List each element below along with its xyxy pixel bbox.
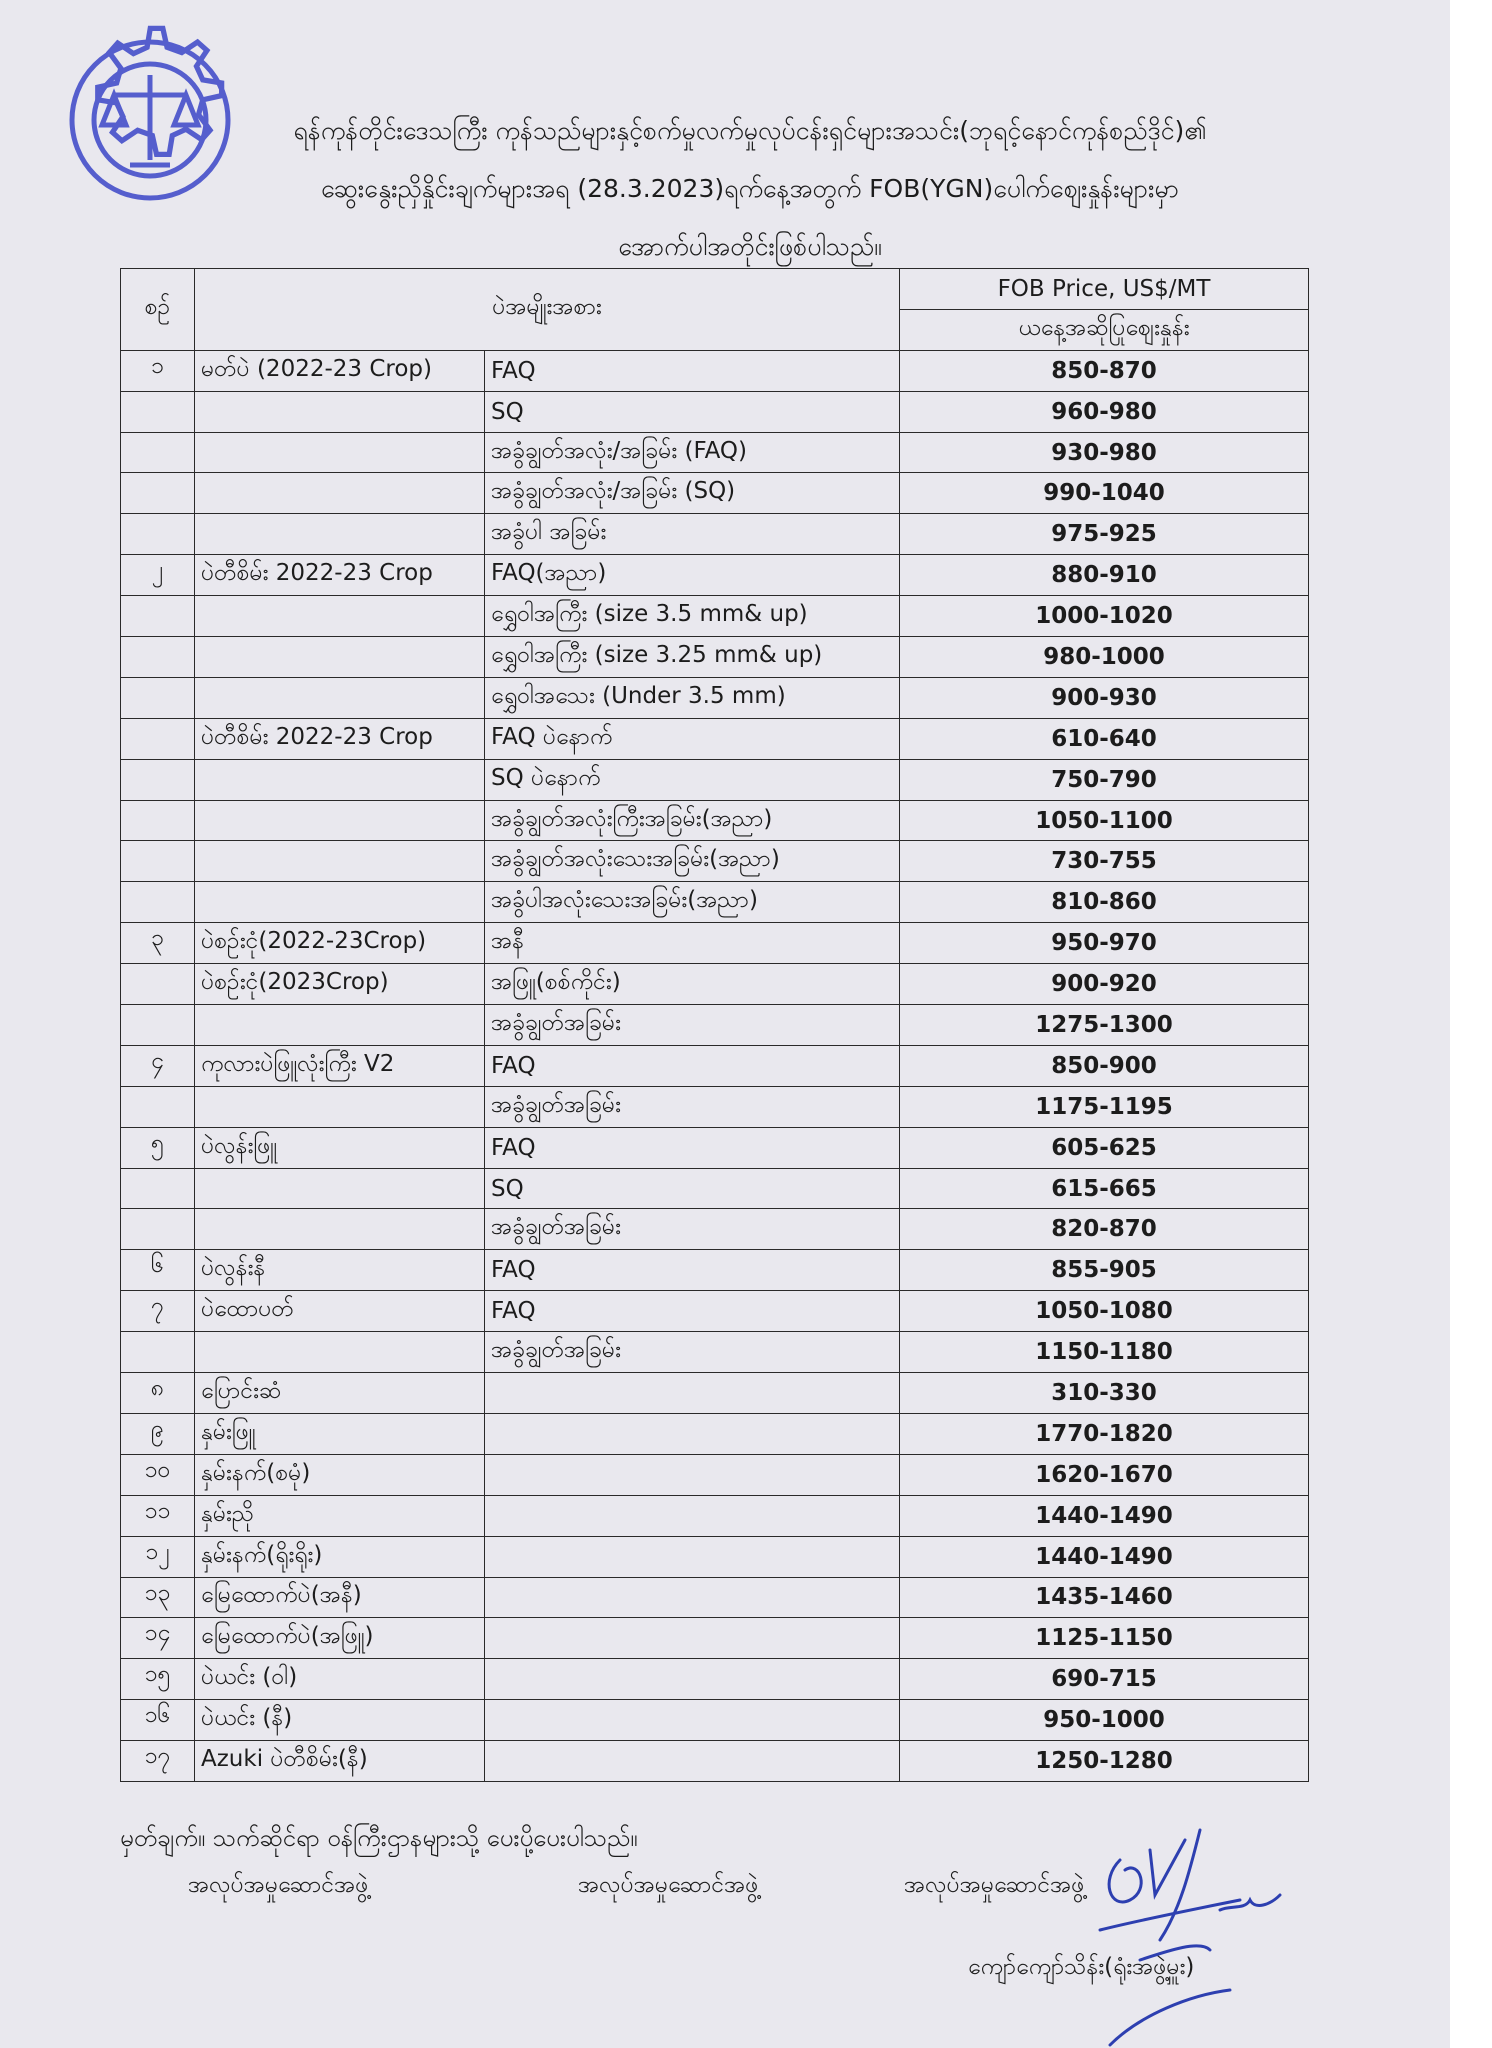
- row-price: 615-665: [900, 1168, 1309, 1209]
- table-row: [121, 1127, 1309, 1168]
- row-number: [121, 1168, 195, 1209]
- signer-label: အလုပ်အမှုဆောင်အဖွဲ့: [904, 1872, 1085, 1898]
- col-header-price-sub: ယနေ့အဆိုပြုဈေးနှုန်း: [900, 309, 1309, 350]
- row-grade: [485, 1373, 900, 1414]
- row-grade: [485, 1741, 900, 1782]
- table-row: [121, 800, 1309, 841]
- row-price: 730-755: [900, 841, 1309, 882]
- row-grade: အခွံချွတ်အလုံးကြီးအခြမ်း(အညာ): [485, 800, 900, 841]
- table-row: [121, 1536, 1309, 1577]
- row-price: 855-905: [900, 1250, 1309, 1291]
- row-item: [195, 841, 485, 882]
- row-item: မတ်ပဲ (2022-23 Crop): [195, 350, 485, 391]
- table-row: [121, 1413, 1309, 1454]
- row-number: ၁၄: [121, 1618, 195, 1659]
- table-row: [121, 1495, 1309, 1536]
- table-row: [121, 718, 1309, 759]
- signer-label: အလုပ်အမှုဆောင်အဖွဲ့: [188, 1872, 369, 1898]
- row-grade: အခွံပါ အခြမ်း: [485, 514, 900, 555]
- row-price: 690-715: [900, 1659, 1309, 1700]
- col-header-no: စဉ်: [121, 269, 195, 351]
- row-grade: အခွံချွတ်အလုံး/အခြမ်း (SQ): [485, 473, 900, 514]
- table-row: [121, 1741, 1309, 1782]
- row-price: 1435-1460: [900, 1577, 1309, 1618]
- row-item: ပဲစဉ်းငုံ(2022-23Crop): [195, 923, 485, 964]
- row-price: 960-980: [900, 391, 1309, 432]
- row-item: ကုလားပဲဖြူလုံးကြီး V2: [195, 1045, 485, 1086]
- row-price: 975-925: [900, 514, 1309, 555]
- row-grade: FAQ ပဲနောက်: [485, 718, 900, 759]
- row-price: 1440-1490: [900, 1536, 1309, 1577]
- row-item: [195, 1168, 485, 1209]
- row-price: 1000-1020: [900, 596, 1309, 637]
- row-item: [195, 882, 485, 923]
- row-item: [195, 432, 485, 473]
- row-number: [121, 841, 195, 882]
- row-item: ပဲတီစိမ်း 2022-23 Crop: [195, 718, 485, 759]
- price-table: [120, 268, 1309, 1782]
- row-grade: [485, 1536, 900, 1577]
- heading-line-1: ရန်ကုန်တိုင်းဒေသကြီး ကုန်သည်များနှင့်စက်မှုလက်မှုလုပ်ငန်းရှင်များအသင်း(ဘုရင့်နောင်ကုန်စည်ဒိုင်)၏: [293, 116, 1207, 145]
- row-grade: အဖြူ(စစ်ကိုင်း): [485, 964, 900, 1005]
- table-row: [121, 1291, 1309, 1332]
- row-grade: အနီ: [485, 923, 900, 964]
- row-item: နှမ်းဖြူ: [195, 1413, 485, 1454]
- row-item: မြေထောက်ပဲ(အနီ): [195, 1577, 485, 1618]
- table-row: [121, 1005, 1309, 1046]
- row-grade: FAQ: [485, 1045, 900, 1086]
- row-number: ၁၁: [121, 1495, 195, 1536]
- row-price: 1050-1100: [900, 800, 1309, 841]
- row-number: ၁၃: [121, 1577, 195, 1618]
- signatory-name: ကျော်ကျော်သိန်း(ရုံးအဖွဲ့မှူး): [968, 1954, 1195, 1980]
- row-price: 930-980: [900, 432, 1309, 473]
- row-grade: ရွှေဝါအကြီး (size 3.5 mm& up): [485, 596, 900, 637]
- table-row: [121, 1454, 1309, 1495]
- row-grade: SQ: [485, 1168, 900, 1209]
- paper-edge: [1450, 0, 1492, 2048]
- row-price: 980-1000: [900, 637, 1309, 678]
- table-row: [121, 473, 1309, 514]
- row-grade: အခွံချွတ်အခြမ်း: [485, 1086, 900, 1127]
- table-row: [121, 1168, 1309, 1209]
- row-number: ၅: [121, 1127, 195, 1168]
- row-price: 1770-1820: [900, 1413, 1309, 1454]
- row-number: [121, 882, 195, 923]
- table-row: [121, 1659, 1309, 1700]
- row-price: 1150-1180: [900, 1332, 1309, 1373]
- row-number: ၁၂: [121, 1536, 195, 1577]
- row-number: [121, 473, 195, 514]
- row-price: 950-1000: [900, 1700, 1309, 1741]
- row-item: ပဲလွန်းဖြူ: [195, 1127, 485, 1168]
- row-grade: ရွှေဝါအကြီး (size 3.25 mm& up): [485, 637, 900, 678]
- table-row: [121, 923, 1309, 964]
- row-grade: [485, 1659, 900, 1700]
- row-item: ပဲထောပတ်: [195, 1291, 485, 1332]
- row-number: [121, 677, 195, 718]
- row-grade: FAQ(အညာ): [485, 555, 900, 596]
- row-item: ပဲစဉ်းငုံ(2023Crop): [195, 964, 485, 1005]
- row-grade: [485, 1577, 900, 1618]
- row-grade: [485, 1618, 900, 1659]
- row-item: [195, 677, 485, 718]
- table-row: [121, 1373, 1309, 1414]
- row-number: [121, 514, 195, 555]
- row-price: 950-970: [900, 923, 1309, 964]
- table-row: [121, 637, 1309, 678]
- row-item: [195, 800, 485, 841]
- table-row: [121, 1577, 1309, 1618]
- table-row: [121, 1086, 1309, 1127]
- row-item: ပဲလွန်းနီ: [195, 1250, 485, 1291]
- row-number: ၁၅: [121, 1659, 195, 1700]
- row-grade: အခွံချွတ်အလုံးသေးအခြမ်း(အညာ): [485, 841, 900, 882]
- signers-row: [188, 1870, 1188, 1910]
- row-grade: [485, 1454, 900, 1495]
- row-item: [195, 514, 485, 555]
- row-item: [195, 473, 485, 514]
- table-row: [121, 1045, 1309, 1086]
- row-grade: [485, 1413, 900, 1454]
- row-number: ၁၇: [121, 1741, 195, 1782]
- row-number: [121, 596, 195, 637]
- row-price: 1125-1150: [900, 1618, 1309, 1659]
- table-row: [121, 391, 1309, 432]
- heading-line-2: ဆွေးနွေးညှိနှိုင်းချက်များအရ (28.3.2023)ရက်နေ့အတွက် FOB(YGN)ပေါက်ဈေးနှုန်းများမှာ: [321, 174, 1179, 203]
- row-item: နှမ်းနက်(စမုံ): [195, 1454, 485, 1495]
- row-number: ၇: [121, 1291, 195, 1332]
- row-price: 750-790: [900, 759, 1309, 800]
- row-price: 605-625: [900, 1127, 1309, 1168]
- table-row: [121, 1250, 1309, 1291]
- row-item: ပြောင်းဆံ: [195, 1373, 485, 1414]
- table-row: [121, 759, 1309, 800]
- row-number: [121, 1086, 195, 1127]
- row-number: ၁၆: [121, 1700, 195, 1741]
- row-number: [121, 964, 195, 1005]
- row-grade: [485, 1495, 900, 1536]
- row-grade: အခွံချွတ်အလုံး/အခြမ်း (FAQ): [485, 432, 900, 473]
- row-price: 1050-1080: [900, 1291, 1309, 1332]
- row-price: 850-900: [900, 1045, 1309, 1086]
- table-row: [121, 1209, 1309, 1250]
- row-price: 610-640: [900, 718, 1309, 759]
- price-table-body: [121, 350, 1309, 1781]
- row-number: ၂: [121, 555, 195, 596]
- row-grade: ရွှေဝါအသေး (Under 3.5 mm): [485, 677, 900, 718]
- table-row: [121, 596, 1309, 637]
- row-price: 810-860: [900, 882, 1309, 923]
- row-grade: FAQ: [485, 1291, 900, 1332]
- table-row: [121, 677, 1309, 718]
- handwritten-signature: [1080, 1820, 1310, 2048]
- row-price: 900-920: [900, 964, 1309, 1005]
- table-row: [121, 964, 1309, 1005]
- row-grade: FAQ: [485, 1250, 900, 1291]
- table-row: [121, 1618, 1309, 1659]
- table-row: [121, 841, 1309, 882]
- table-row: [121, 514, 1309, 555]
- row-item: ပဲတီစိမ်း 2022-23 Crop: [195, 555, 485, 596]
- row-number: ၉: [121, 1413, 195, 1454]
- row-item: ပဲယင်း (ဝါ): [195, 1659, 485, 1700]
- row-number: [121, 1209, 195, 1250]
- signer-label: အလုပ်အမှုဆောင်အဖွဲ့: [578, 1872, 759, 1898]
- row-price: 1620-1670: [900, 1454, 1309, 1495]
- row-grade: FAQ: [485, 1127, 900, 1168]
- row-item: မြေထောက်ပဲ(အဖြူ): [195, 1618, 485, 1659]
- row-price: 1275-1300: [900, 1005, 1309, 1046]
- table-row: [121, 432, 1309, 473]
- row-item: [195, 637, 485, 678]
- table-row: [121, 350, 1309, 391]
- row-number: ၆: [121, 1250, 195, 1291]
- row-grade: [485, 1700, 900, 1741]
- table-row: [121, 882, 1309, 923]
- row-grade: အခွံချွတ်အခြမ်း: [485, 1332, 900, 1373]
- row-price: 1250-1280: [900, 1741, 1309, 1782]
- row-number: [121, 391, 195, 432]
- row-number: [121, 800, 195, 841]
- row-item: Azuki ပဲတီစိမ်း(နီ): [195, 1741, 485, 1782]
- table-row: [121, 1332, 1309, 1373]
- row-grade: အခွံချွတ်အခြမ်း: [485, 1005, 900, 1046]
- heading-line-3: အောက်ပါအတိုင်းဖြစ်ပါသည်။: [618, 232, 882, 261]
- row-grade: အခွံချွတ်အခြမ်း: [485, 1209, 900, 1250]
- row-grade: အခွံပါအလုံးသေးအခြမ်း(အညာ): [485, 882, 900, 923]
- col-header-item: ပဲအမျိုးအစား: [195, 269, 900, 351]
- row-number: [121, 759, 195, 800]
- row-grade: SQ ပဲနောက်: [485, 759, 900, 800]
- row-number: [121, 1332, 195, 1373]
- row-item: ပဲယင်း (နီ): [195, 1700, 485, 1741]
- row-number: ၁၀: [121, 1454, 195, 1495]
- row-number: [121, 1005, 195, 1046]
- footer-note: မှတ်ချက်။ သက်ဆိုင်ရာ ဝန်ကြီးဌာနများသို့ ပေးပို့ပေးပါသည်။: [120, 1824, 638, 1852]
- row-item: [195, 759, 485, 800]
- row-item: နှမ်းနက်(ရိုးရိုး): [195, 1536, 485, 1577]
- row-price: 1440-1490: [900, 1495, 1309, 1536]
- row-price: 880-910: [900, 555, 1309, 596]
- row-price: 820-870: [900, 1209, 1309, 1250]
- row-number: ၈: [121, 1373, 195, 1414]
- row-item: [195, 1332, 485, 1373]
- row-price: 1175-1195: [900, 1086, 1309, 1127]
- row-item: [195, 596, 485, 637]
- row-item: [195, 1086, 485, 1127]
- row-grade: FAQ: [485, 350, 900, 391]
- row-number: ၁: [121, 350, 195, 391]
- row-price: 990-1040: [900, 473, 1309, 514]
- table-row: [121, 555, 1309, 596]
- row-number: [121, 432, 195, 473]
- row-number: ၄: [121, 1045, 195, 1086]
- row-number: [121, 718, 195, 759]
- row-price: 310-330: [900, 1373, 1309, 1414]
- row-price: 850-870: [900, 350, 1309, 391]
- col-header-price: FOB Price, US$/MT: [900, 269, 1309, 310]
- row-price: 900-930: [900, 677, 1309, 718]
- row-number: [121, 637, 195, 678]
- document-heading: [120, 102, 1380, 276]
- row-number: ၃: [121, 923, 195, 964]
- row-item: [195, 1005, 485, 1046]
- row-item: နှမ်းညို: [195, 1495, 485, 1536]
- table-row: [121, 1700, 1309, 1741]
- row-item: [195, 391, 485, 432]
- row-grade: SQ: [485, 391, 900, 432]
- row-item: [195, 1209, 485, 1250]
